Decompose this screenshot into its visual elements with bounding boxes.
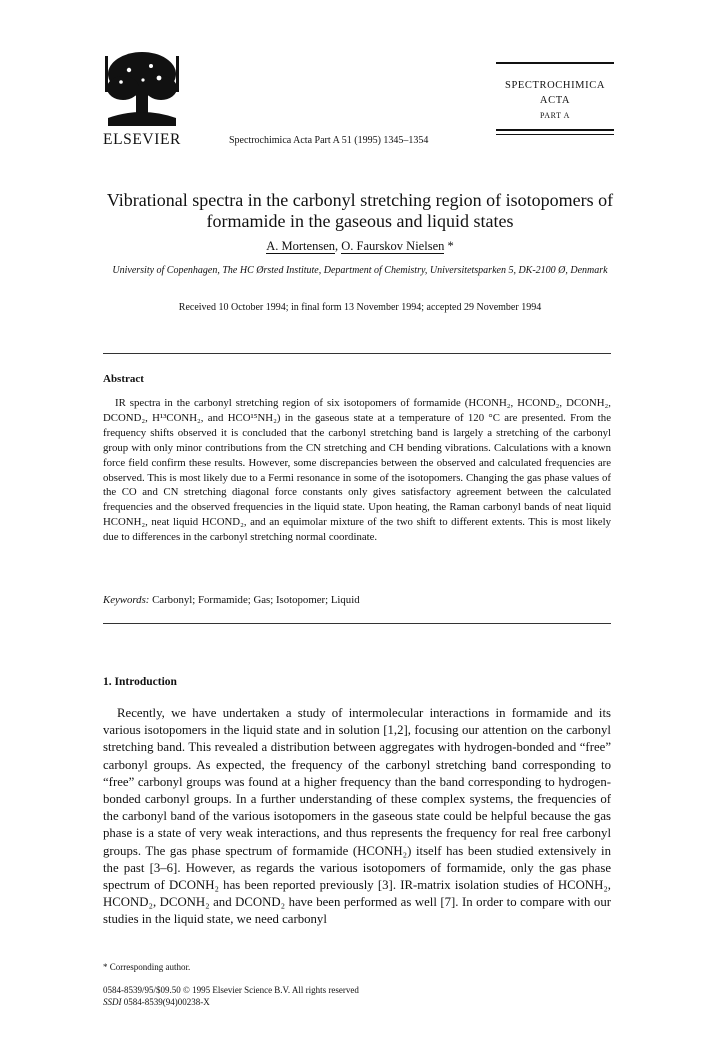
elsevier-tree-logo xyxy=(103,48,181,128)
copyright-line: 0584-8539/95/$09.50 © 1995 Elsevier Science B.V. All rights reserved xyxy=(103,985,359,995)
received-dates: Received 10 October 1994; in final form 13 November 1994; accepted 29 November 1994 xyxy=(178,302,542,313)
keywords-label: Keywords: xyxy=(103,594,150,606)
journal-name-line1: SPECTROCHIMICA xyxy=(505,80,605,91)
abstract-text: IR spectra in the carbonyl stretching region of six isotopomers of formamide (HCONH₂, HCOND₂, DCONH₂, DCOND₂, H¹³CONH₂, and HCO¹⁵NH₂) in the gaseous state at a temperature of 120 °C are presented. From the frequency shifts observed it is concluded that the carbonyl stretching band is largely a stretching of the carbonyl group with only minor contributions from the CN stretching and CH bending vibrations. Calculations with a known force field confirm these results. However, some discrepancies between the observed and calculated frequencies are observed. This is most likely due to a Fermi resonance in some of the isotopomers. Changing the gas phase values of the CO and CN stretching diagonal force constants only gives satisfactory agreement between the calculated frequencies and the observed frequencies in the liquid state. Upon heating, the Raman carbonyl bands of neat liquid HCONH₂, neat liquid HCOND₂, and an equimolar mixture of the two shift to different extents. This is most likely due to differences in the carbonyl stretching normal coordinate. xyxy=(103,397,611,544)
keywords xyxy=(103,594,360,606)
article-title: Vibrational spectra in the carbonyl stretching region of isotopomers of formamide in the gaseous and liquid states xyxy=(106,190,614,231)
copyright-block xyxy=(103,984,359,1008)
ssdi-label: SSDI xyxy=(103,997,122,1007)
ssdi-line xyxy=(103,996,359,1008)
ssdi-value: 0584-8539(94)00238-X xyxy=(121,997,210,1007)
journal-part: PART A xyxy=(539,111,571,120)
abstract-heading: Abstract xyxy=(103,373,144,385)
corresponding-mark: * xyxy=(444,239,454,253)
footnote: * Corresponding author. xyxy=(103,962,191,972)
journal-masthead xyxy=(496,62,614,135)
journal-citation: Spectrochimica Acta Part A 51 (1995) 1345–1354 xyxy=(229,135,429,146)
author-1[interactable]: A. Mortensen xyxy=(266,239,335,253)
author-separator: , xyxy=(335,239,342,253)
author-list xyxy=(100,239,620,254)
journal-name-line2: ACTA xyxy=(539,95,571,106)
affiliation: University of Copenhagen, The HC Ørsted Institute, Department of Chemistry, Universitetsparken 5, DK-2100 Ø, Denmark xyxy=(112,265,608,276)
introduction-text: Recently, we have undertaken a study of intermolecular interactions in formamide and its various isotopomers in the liquid state and in solution [1,2], focusing our attention on the carbonyl stretching band. This revealed a distribution between aggregates with hydrogen-bonded and “free” carbonyl groups. As expected, the frequency of the carbonyl stretching band corresponding to “free” carbonyl groups was found at a higher frequency than the band corresponding to hydrogen-bonded carbonyl groups. In a further understanding of these complex systems, the frequencies of the carbonyl band of the various isotopomers in the gaseous state could be helpful because the gas phase is a state of very weak interactions, and thus represents the frequency for real free carbonyl groups. The gas phase spectrum of formamide (HCONH₂) itself has been studied extensively in the past [3–6]. However, as regards the various isotopomers of formamide, only the gas phase spectrum of DCONH₂ has been reported previously [3]. IR-matrix isolation studies of HCONH₂, HCOND₂, DCONH₂ and DCOND₂ have been performed as well [7]. In order to compare with our studies in the liquid state, we need carbonyl xyxy=(103,706,611,927)
divider-top xyxy=(103,353,611,354)
masthead-rule-top xyxy=(496,62,614,64)
keywords-list: Carbonyl; Formamide; Gas; Isotopomer; Liquid xyxy=(149,594,360,606)
journal-name xyxy=(496,78,614,108)
divider-bottom xyxy=(103,623,611,624)
author-2[interactable]: O. Faurskov Nielsen xyxy=(341,239,445,253)
publisher-name: ELSEVIER xyxy=(103,131,181,148)
section-heading-introduction: 1. Introduction xyxy=(103,676,177,688)
masthead-rule-bottom xyxy=(496,134,614,135)
